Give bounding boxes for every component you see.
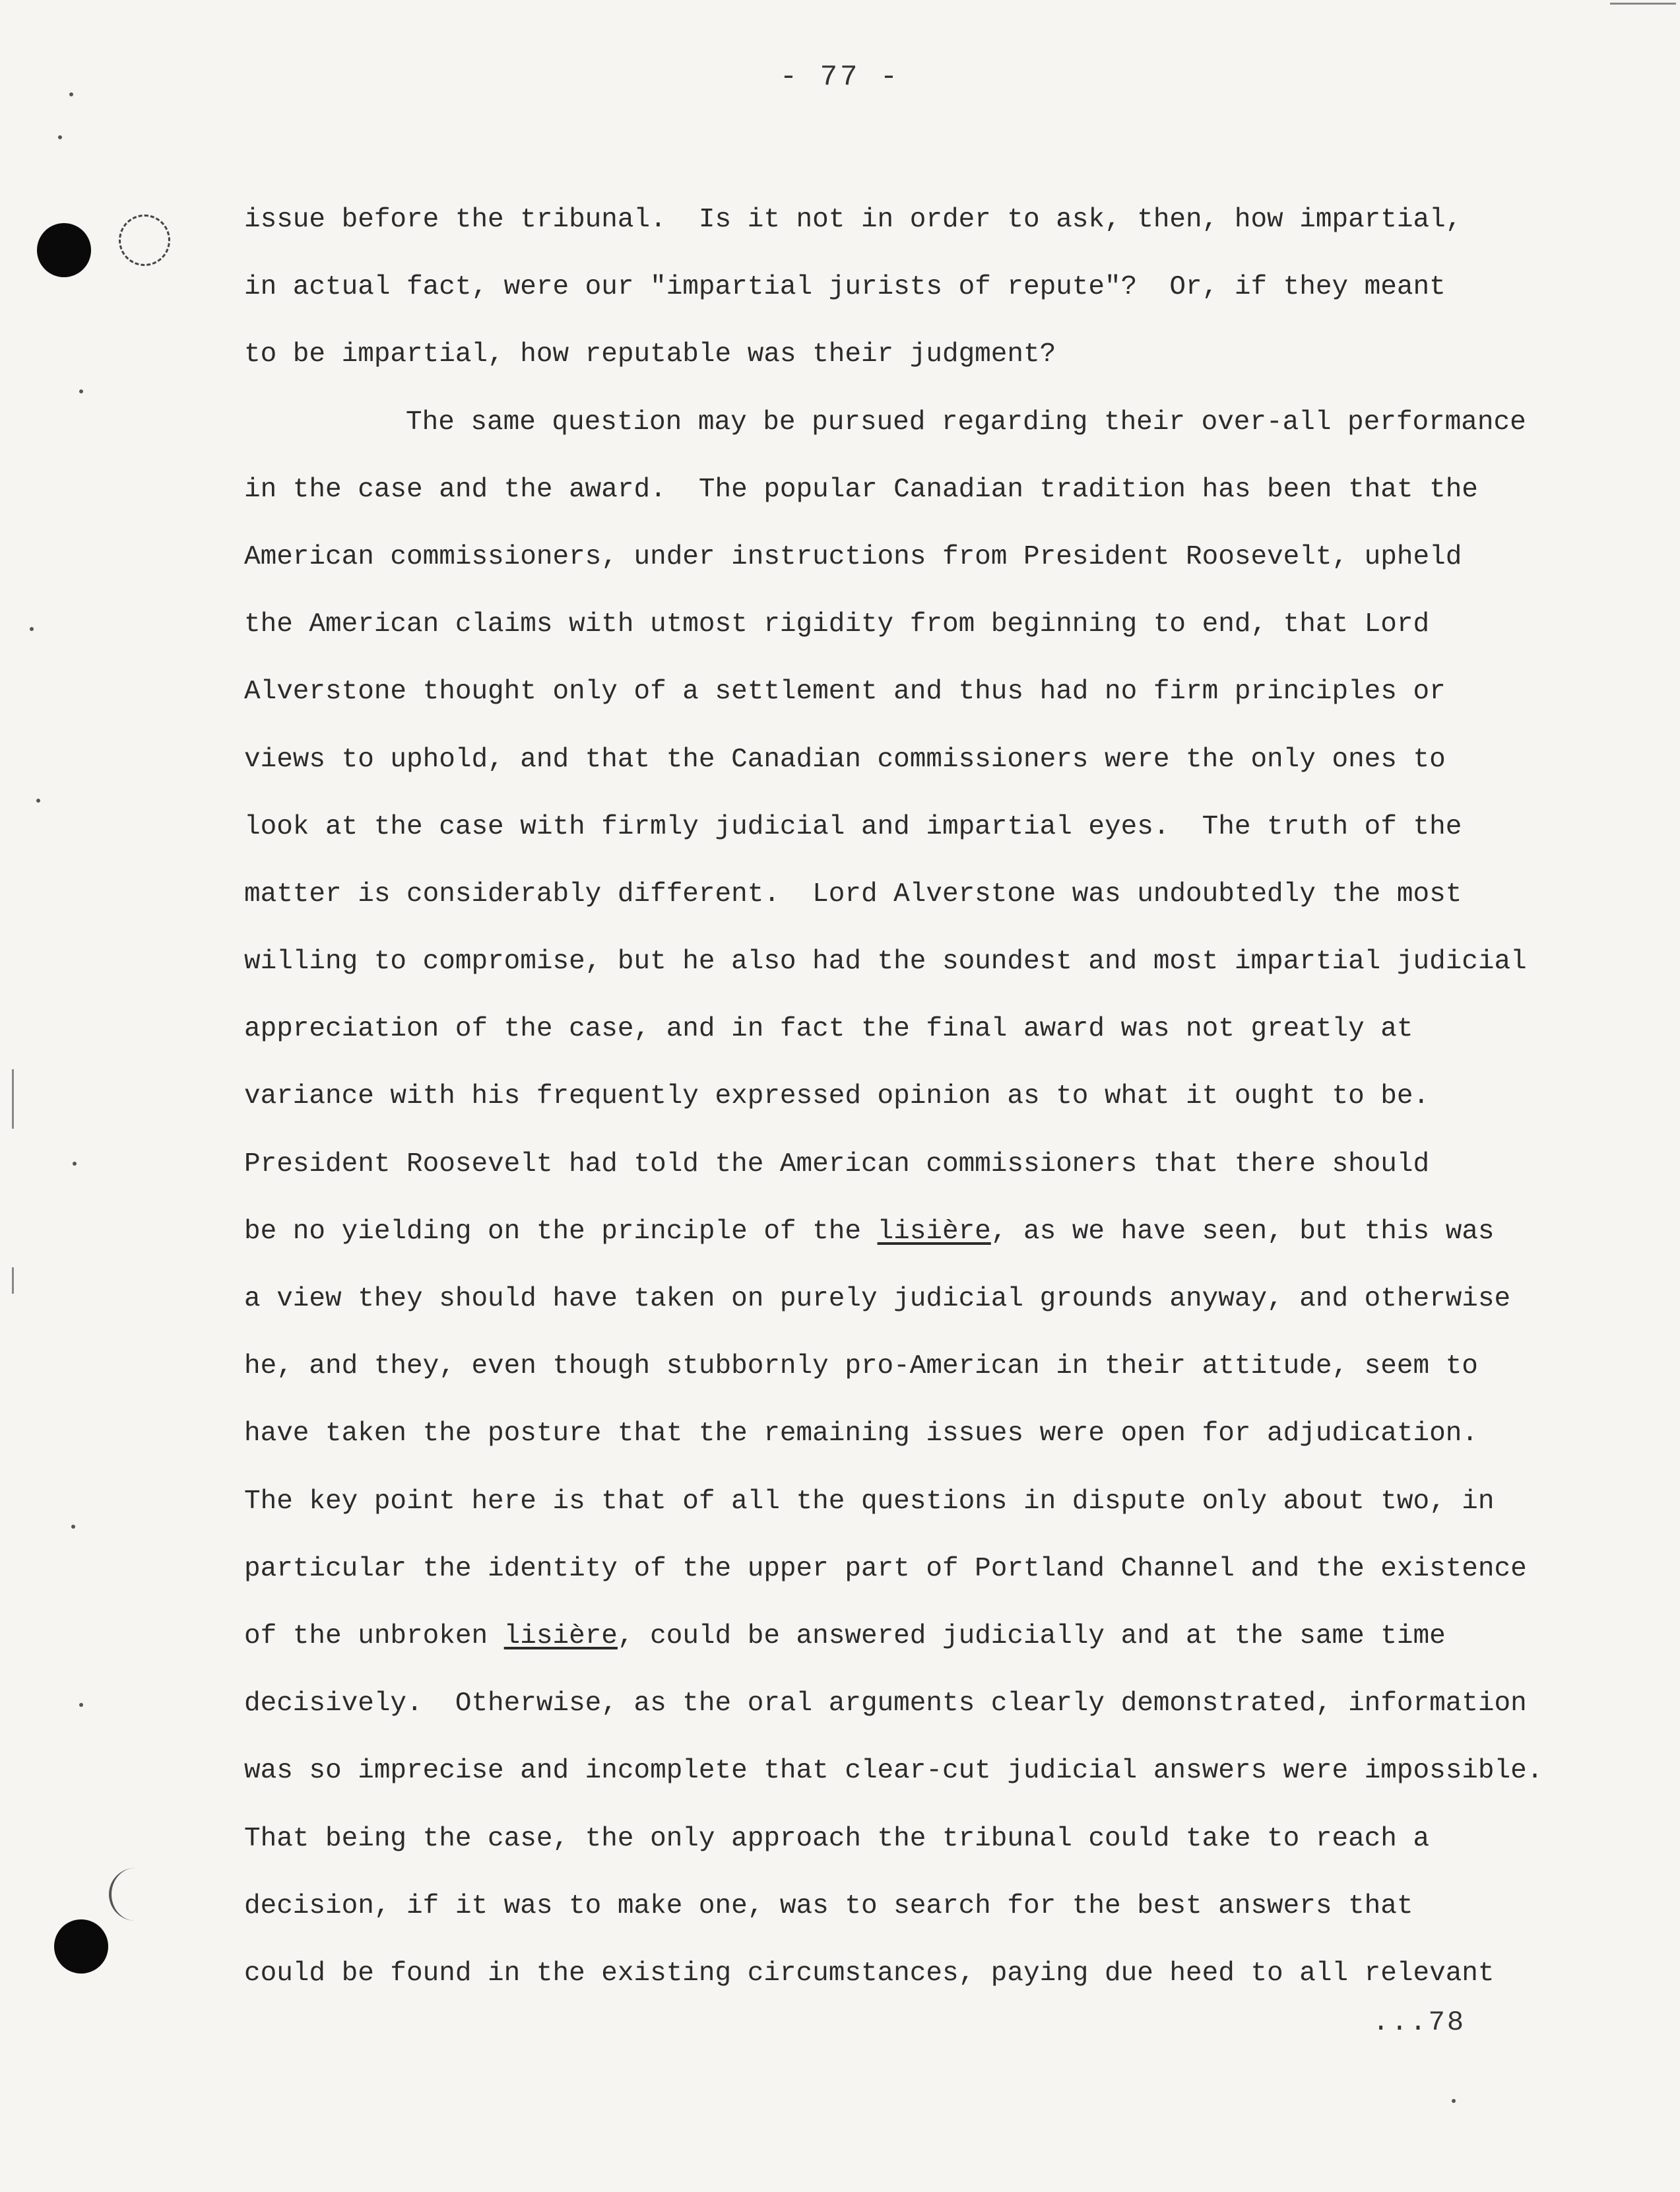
text-line: decisively. Otherwise, as the oral arguments clearly demonstrated, information xyxy=(244,1688,1527,1719)
text-line: issue before the tribunal. Is it not in order to ask, then, how impartial, xyxy=(244,205,1462,235)
text-line xyxy=(244,1603,1590,1670)
punch-hole-icon xyxy=(37,223,91,277)
text-line: look at the case with firmly judicial and impartial eyes. The truth of the xyxy=(244,811,1462,842)
scan-edge-line xyxy=(12,1267,14,1294)
text-line: President Roosevelt had told the American commissioners that there should xyxy=(244,1148,1430,1179)
text-segment: , as we have seen, but this was xyxy=(990,1216,1495,1247)
scan-speck xyxy=(30,627,34,631)
punch-ring-icon xyxy=(119,215,170,266)
text-line: Alverstone thought only of a settlement and thus had no firm principles or xyxy=(244,677,1446,708)
text-line: variance with his frequently expressed opinion as to what it ought to be. xyxy=(244,1081,1430,1112)
paragraph-start-line: The same question may be pursued regarding their over-all performance xyxy=(406,407,1526,438)
page-number: - 77 - xyxy=(779,61,901,94)
continuation-marker: ...78 xyxy=(1373,2007,1466,2038)
scan-speck xyxy=(36,799,40,803)
bracket-mark-icon xyxy=(109,1868,138,1921)
scan-speck xyxy=(79,1703,83,1707)
text-segment: , could be answered judicially and at the same time xyxy=(617,1620,1446,1651)
text-line: to be impartial, how reputable was their judgment? xyxy=(244,339,1056,370)
text-line: views to uphold, and that the Canadian commissioners were the only ones to xyxy=(244,744,1446,775)
text-segment: of the unbroken xyxy=(244,1620,504,1651)
scan-speck xyxy=(73,1162,77,1166)
text-line: That being the case, the only approach the tribunal could take to reach a xyxy=(244,1823,1430,1854)
underlined-term: lisière xyxy=(503,1620,618,1651)
text-line: willing to compromise, but he also had the soundest and most impartial judicial xyxy=(244,947,1527,978)
text-line: was so imprecise and incomplete that clear-cut judicial answers were impossible. xyxy=(244,1756,1543,1787)
text-line: in actual fact, were our "impartial jurists of repute"? Or, if they meant xyxy=(244,272,1446,303)
scan-edge-line xyxy=(1610,3,1676,5)
text-line: particular the identity of the upper part of Portland Channel and the existence xyxy=(244,1553,1527,1584)
text-line: American commissioners, under instructions from President Roosevelt, upheld xyxy=(244,541,1462,572)
punch-hole-icon xyxy=(54,1919,108,1974)
text-line: the American claims with utmost rigidity from beginning to end, that Lord xyxy=(244,609,1430,640)
text-segment: be no yielding on the principle of the xyxy=(244,1216,878,1247)
text-line: The key point here is that of all the questions in dispute only about two, in xyxy=(244,1486,1495,1517)
text-line: could be found in the existing circumstances, paying due heed to all relevant xyxy=(244,1958,1495,1989)
scan-speck xyxy=(71,1525,75,1529)
body-text xyxy=(244,186,1590,2007)
text-line: have taken the posture that the remaining issues were open for adjudication. xyxy=(244,1418,1478,1449)
underlined-term: lisière xyxy=(877,1216,991,1247)
text-line: a view they should have taken on purely judicial grounds anyway, and otherwise xyxy=(244,1284,1511,1314)
scan-edge-line xyxy=(12,1069,14,1129)
text-line: matter is considerably different. Lord Alverstone was undoubtedly the most xyxy=(244,879,1462,910)
text-line: decision, if it was to make one, was to search for the best answers that xyxy=(244,1890,1413,1921)
scan-speck xyxy=(69,92,73,96)
text-line xyxy=(244,1198,1590,1265)
scan-speck xyxy=(58,135,62,139)
scan-speck xyxy=(79,389,83,393)
text-line: he, and they, even though stubbornly pro-American in their attitude, seem to xyxy=(244,1351,1478,1382)
text-line: in the case and the award. The popular Canadian tradition has been that the xyxy=(244,474,1478,505)
scan-speck xyxy=(1452,2099,1456,2103)
text-line: appreciation of the case, and in fact the final award was not greatly at xyxy=(244,1014,1413,1045)
